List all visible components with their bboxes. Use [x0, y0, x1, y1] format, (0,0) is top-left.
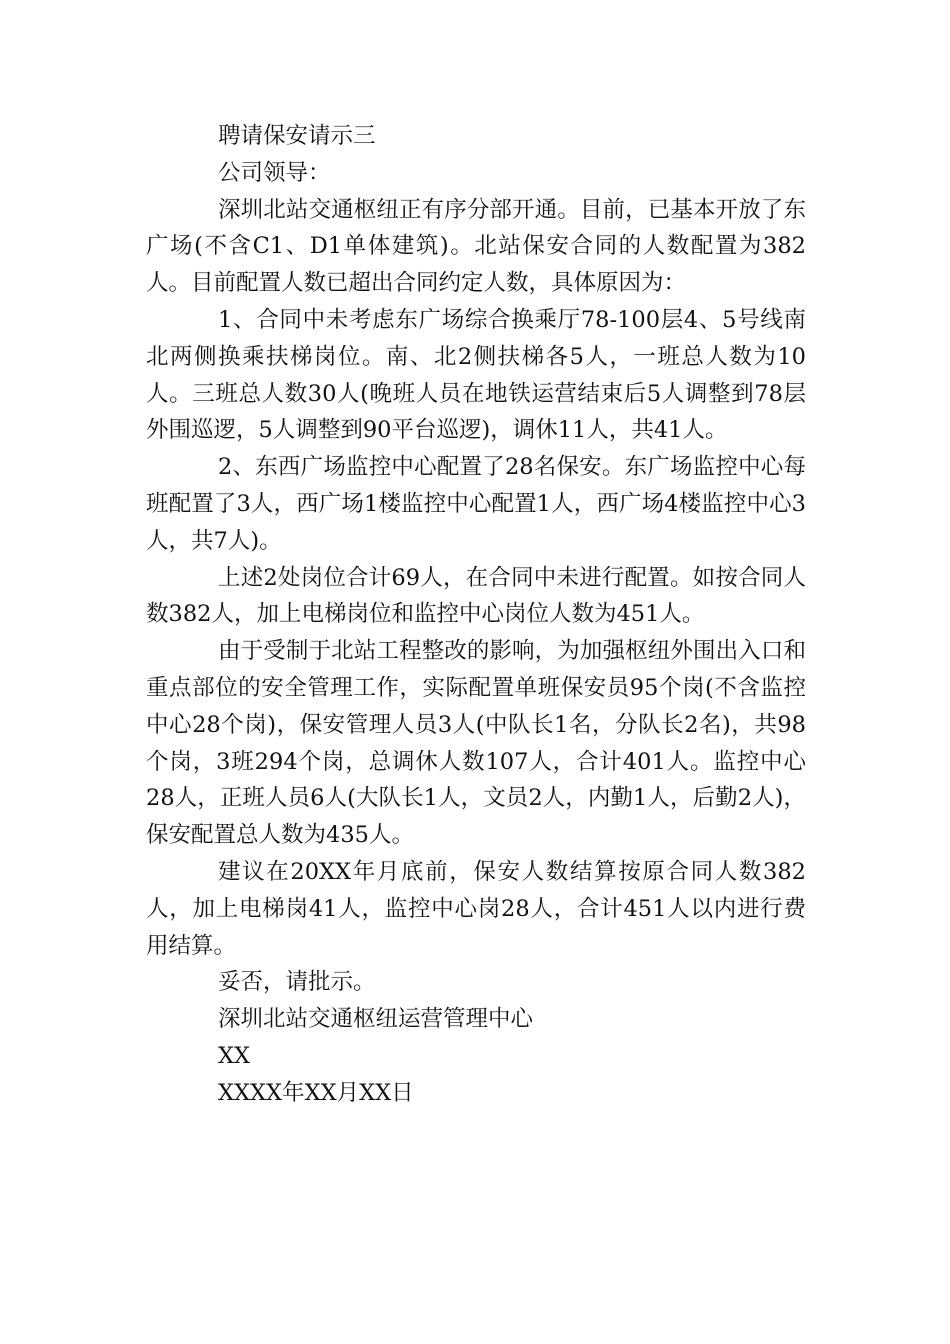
document-date: XXXX年XX月XX日: [218, 1079, 414, 1106]
salutation: 公司领导：: [218, 159, 331, 186]
paragraph-summary: 上述2处岗位合计69人，在合同中未进行配置。如按合同人数382人，加上电梯岗位和监控中心岗位人数为451人。: [146, 564, 806, 628]
document-title: 聘请保安请示三: [218, 123, 376, 149]
signature-name: XX: [218, 1042, 251, 1069]
closing-request: 妥否，请批示。: [218, 969, 376, 996]
paragraph-item-2: 2、东西广场监控中心配置了28名保安。东广场监控中心每班配置了3人，西广场1楼监控中心配置1人，西广场4楼监控中心3人，共7人)。: [146, 454, 806, 554]
document-body: [146, 118, 806, 1112]
signature-organization: 深圳北站交通枢纽运营管理中心: [218, 1006, 534, 1033]
paragraph-actual-config: 由于受制于北站工程整改的影响，为加强枢纽外围出入口和重点部位的安全管理工作，实际配置单班保安员95个岗(不含监控中心28个岗)，保安管理人员3人(中队长1名，分队长2名)，共98个岗，3班294个岗，总调休人数107人，合计401人。监控中心28人，正班人员6人(大队长1人，文员2人，内勤1人，后勤2人)，保安配置总人数为435人。: [146, 638, 806, 849]
paragraph-intro: 深圳北站交通枢纽正有序分部开通。目前，已基本开放了东广场(不含C1、D1单体建筑)。北站保安合同的人数配置为382人。目前配置人数已超出合同约定人数，具体原因为：: [146, 196, 806, 297]
paragraph-item-1: 1、合同中未考虑东广场综合换乘厅78-100层4、5号线南北两侧换乘扶梯岗位。南、北2侧扶梯各5人，一班总人数为10人。三班总人数30人(晚班人员在地铁运营结束后5人调整到78层外围巡逻，5人调整到90平台巡逻)，调休11人，共41人。: [146, 306, 806, 444]
paragraph-proposal: 建议在20XX年月底前，保安人数结算按原合同人数382人，加上电梯岗41人，监控中心岗28人，合计451人以内进行费用结算。: [146, 858, 806, 959]
